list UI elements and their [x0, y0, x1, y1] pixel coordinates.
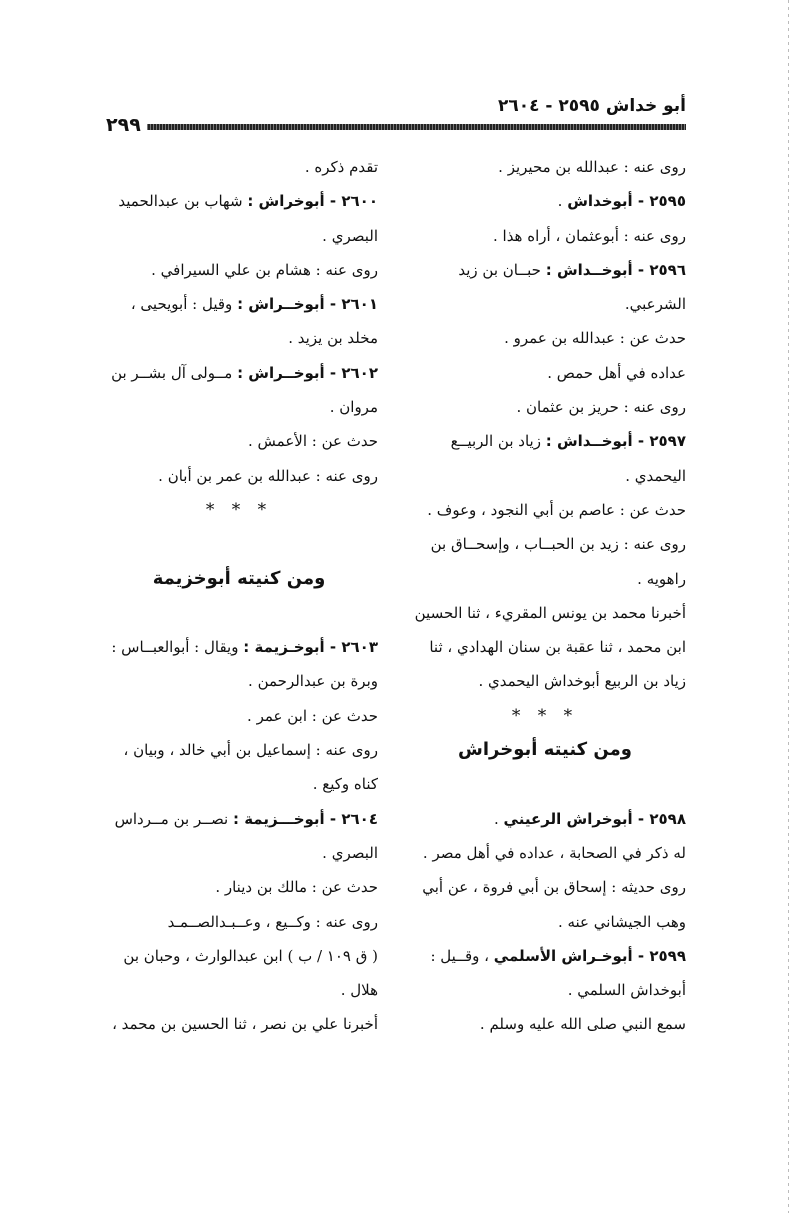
text-line: حدث عن : عاصم بن أبي النجود ، وعوف .	[427, 500, 686, 519]
blank-line	[404, 767, 686, 801]
text-line: الشرعبي.	[624, 295, 686, 314]
entry-heading: ٢٦٠٢ - أبوخــراش :	[237, 363, 378, 382]
text-line: ( ق ١٠٩ / ب ) ابن عبدالوارث ، وحبان بن	[123, 946, 378, 965]
entry-text: .	[494, 809, 504, 828]
text-line: أخبرنا محمد بن يونس المقريء ، ثنا الحسين	[414, 603, 686, 622]
page-number: ٢٩٩	[100, 112, 147, 138]
entry-line	[404, 424, 686, 458]
text-line: راهويه .	[637, 569, 686, 588]
text-line: البصري .	[322, 843, 378, 862]
left-column	[100, 150, 378, 1042]
text-line: زياد بن الربيع أبوخداش اليحمدي .	[478, 672, 686, 691]
text-line: روى عنه : زيد بن الحبــاب ، وإسحــاق بن	[430, 535, 686, 554]
text-line: له ذكر في الصحابة ، عداده في أهل مصر .	[422, 843, 686, 862]
entry-text: شهاب بن عبدالحميد	[118, 192, 248, 211]
entry-line	[404, 939, 686, 973]
entry-text: ، وقــيل :	[430, 946, 494, 965]
text-line: حدث عن : مالك بن دينار .	[215, 878, 378, 897]
entry-heading: ٢٦٠٤ - أبوخـــزيمة :	[232, 809, 378, 828]
header-title: أبو خداش ٢٥٩٥ - ٢٦٠٤	[498, 96, 686, 116]
entry-line	[404, 253, 686, 287]
text-line: روى عنه : وكــيع ، وعــبـدالصــمـد	[167, 912, 378, 931]
text-line: حدث عن : ابن عمر .	[247, 706, 378, 725]
text-line: روى عنه : عبدالله بن عمر بن أبان .	[158, 466, 378, 485]
blank-line	[100, 527, 378, 561]
entry-line	[100, 802, 378, 836]
entry-text: حبــان بن زيد	[458, 260, 546, 279]
entry-text: .	[557, 192, 568, 211]
entry-heading: ٢٥٩٦ - أبوخــداش :	[545, 260, 686, 279]
entry-heading: ٢٦٠١ - أبوخــراش :	[237, 295, 378, 314]
text-line: اليحمدي .	[625, 466, 686, 485]
text-line: أخبرنا علي بن نصر ، ثنا الحسين بن محمد ،	[112, 1015, 378, 1034]
blank-line	[100, 596, 378, 630]
text-line: عداده في أهل حمص .	[547, 363, 686, 382]
entry-line	[100, 630, 378, 664]
entry-line	[100, 184, 378, 218]
entry-heading: ٢٥٩٨ - أبوخراش الرعيني	[503, 809, 686, 828]
entry-heading: ٢٦٠٣ - أبوخـزيمة :	[243, 638, 378, 657]
text-line: هلال .	[340, 981, 378, 1000]
text-line: روى حديثه : إسحاق بن أبي فروة ، عن أبي	[422, 878, 686, 897]
entry-heading: ٢٥٩٩ - أبوخـراش الأسلمي	[493, 946, 686, 965]
text-line: مروان .	[329, 398, 378, 417]
text-line: حدث عن : عبدالله بن عمرو .	[504, 329, 686, 348]
text-line: كناه وكيع .	[312, 775, 378, 794]
margin-dotted-line	[788, 0, 789, 1213]
text-line: روى عنه : أبوعثمان ، أراه هذا .	[492, 226, 686, 245]
right-column	[404, 150, 686, 1042]
text-line: البصري .	[322, 226, 378, 245]
entry-line	[100, 356, 378, 390]
section-heading: ومن كنيته أبوخراش	[458, 739, 632, 761]
text-line: روى عنه : حريز بن عثمان .	[516, 398, 686, 417]
entry-line	[404, 184, 686, 218]
text-line: سمع النبي صلى الله عليه وسلم .	[479, 1015, 686, 1034]
entry-text: زياد بن الربيــع	[450, 432, 546, 451]
section-heading: ومن كنيته أبوخزيمة	[152, 567, 326, 589]
entry-text: نصــر بن مــرداس	[114, 809, 233, 828]
header-rule	[100, 124, 686, 130]
text-line: روى عنه : إسماعيل بن أبي خالد ، وبيان ،	[123, 741, 378, 760]
text-line: أبوخداش السلمي .	[567, 981, 686, 1000]
text-line: تقدم ذكره .	[304, 158, 378, 176]
entry-line	[100, 287, 378, 321]
entry-text: وقيل : أبويحيى ،	[130, 295, 238, 314]
entry-text: مــولى آل بشــر بن	[111, 363, 238, 382]
text-line: حدث عن : الأعمش .	[248, 432, 378, 451]
text-line: ابن محمد ، ثنا عقبة بن سنان الهدادي ، ثنا	[429, 638, 686, 657]
text-line: مخلد بن يزيد .	[288, 329, 378, 348]
section-separator: * * *	[511, 705, 579, 726]
text-line: روى عنه : هشام بن علي السيرافي .	[151, 260, 378, 279]
entry-heading: ٢٥٩٥ - أبوخداش	[567, 192, 686, 211]
entry-heading: ٢٦٠٠ - أبوخراش :	[247, 192, 378, 211]
text-line: روى عنه : عبدالله بن محيريز .	[498, 158, 686, 176]
text-line: وهب الجيشاني عنه .	[557, 912, 686, 931]
entry-heading: ٢٥٩٧ - أبوخــداش :	[545, 432, 686, 451]
entry-text: ويقال : أبوالعبــاس :	[111, 638, 244, 657]
running-header	[100, 96, 686, 136]
entry-line	[404, 802, 686, 836]
text-line: وبرة بن عبدالرحمن .	[248, 672, 378, 691]
section-separator: * * *	[205, 499, 273, 520]
